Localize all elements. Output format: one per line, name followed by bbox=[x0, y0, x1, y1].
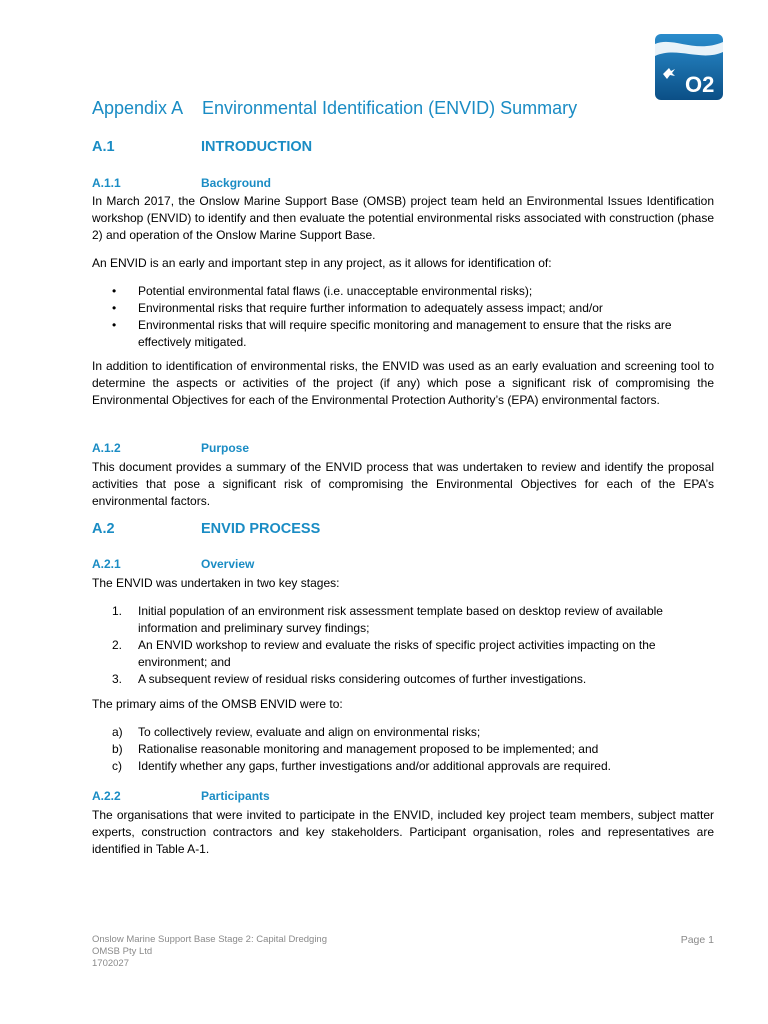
page-footer bbox=[92, 934, 327, 970]
appendix-title bbox=[92, 98, 577, 119]
aims-list bbox=[92, 724, 714, 775]
o2-logo bbox=[655, 34, 723, 100]
heading-label: Purpose bbox=[201, 441, 250, 455]
heading-a2-2 bbox=[92, 789, 392, 805]
list-marker: 3. bbox=[112, 672, 123, 686]
heading-label: ENVID PROCESS bbox=[201, 521, 321, 537]
list-item-text: To collectively review, evaluate and align on environmental risks; bbox=[138, 725, 481, 739]
heading-a2 bbox=[92, 521, 392, 541]
list-marker: 2. bbox=[112, 638, 123, 652]
heading-label: Participants bbox=[201, 789, 270, 803]
page-number: Page 1 bbox=[680, 934, 714, 946]
risk-bullet-list bbox=[92, 283, 714, 351]
list-item-text: Environmental risks that require further information to adequately assess impact; and/or bbox=[138, 301, 603, 315]
list-item-text: Rationalise reasonable monitoring and management proposed to be implemented; and bbox=[138, 742, 599, 756]
list-marker: b) bbox=[112, 742, 123, 756]
appendix-number: Appendix A bbox=[92, 98, 184, 118]
list-item-text: Potential environmental fatal flaws (i.e. unacceptable environmental risks); bbox=[138, 284, 533, 298]
heading-number: A.1.1 bbox=[92, 176, 121, 190]
footer-company: OMSB Pty Ltd bbox=[92, 946, 153, 957]
list-item-text: Initial population of an environment risk assessment template based on desktop review of available information and preliminary survey findings; bbox=[138, 604, 663, 635]
addition-paragraph: In addition to identification of environmental risks, the ENVID was used as an early evaluation and screening tool to determine the aspects or activities of the project (if any) which pose a significant risk of compromising the Environmental Objectives for each of the Environmental Protection Authority’s (EPA) environmental factors. bbox=[92, 359, 714, 407]
heading-a1-2 bbox=[92, 441, 392, 457]
heading-label: INTRODUCTION bbox=[201, 139, 313, 155]
list-marker: 1. bbox=[112, 604, 123, 618]
heading-number: A.2 bbox=[92, 521, 115, 537]
list-item bbox=[92, 671, 714, 688]
list-item bbox=[92, 758, 714, 775]
heading-a2-1 bbox=[92, 557, 392, 573]
list-item bbox=[92, 637, 714, 671]
list-item bbox=[92, 724, 714, 741]
list-item bbox=[92, 283, 714, 300]
purpose-paragraph: This document provides a summary of the ENVID process that was undertaken to review and identify the proposal activities that pose a significant risk of compromising the Environmental Objectives for each of the EPA’s environmental factors. bbox=[92, 460, 714, 508]
list-item bbox=[92, 603, 714, 637]
list-item-text: Identify whether any gaps, further investigations and/or additional approvals are required. bbox=[138, 759, 611, 773]
logo-text: O2 bbox=[685, 72, 715, 97]
heading-a1-1 bbox=[92, 176, 392, 192]
list-marker: a) bbox=[112, 725, 123, 739]
heading-a1 bbox=[92, 139, 392, 159]
participants-paragraph: The organisations that were invited to participate in the ENVID, included key project team members, subject matter experts, construction contractors and key stakeholders. Participant organisation, roles and representatives are identified in Table A-1. bbox=[92, 808, 714, 856]
background-paragraph: In March 2017, the Onslow Marine Support Base (OMSB) project team held an Environmental Issues Identification workshop (ENVID) to identify and then evaluate the potential environmental risks associated with construction (phase 2) and operation of the Onslow Marine Support Base. bbox=[92, 194, 714, 242]
list-marker: c) bbox=[112, 759, 122, 773]
heading-label: Overview bbox=[201, 557, 255, 571]
heading-number: A.1.2 bbox=[92, 441, 121, 455]
list-item bbox=[92, 741, 714, 758]
heading-number: A.2.1 bbox=[92, 557, 121, 571]
bullet-icon: • bbox=[112, 318, 117, 332]
appendix-title-text: Environmental Identification (ENVID) Summary bbox=[202, 98, 578, 118]
list-item-text: An ENVID workshop to review and evaluate the risks of specific project activities impacting on the environment; and bbox=[138, 638, 656, 669]
heading-label: Background bbox=[201, 176, 272, 190]
list-item bbox=[92, 317, 714, 351]
footer-reference: 1702027 bbox=[92, 958, 129, 969]
aims-intro-paragraph: The primary aims of the OMSB ENVID were to: bbox=[92, 697, 343, 711]
bullet-icon: • bbox=[112, 301, 117, 315]
o2-logo-graphic bbox=[655, 34, 723, 100]
envid-intro-paragraph: An ENVID is an early and important step in any project, as it allows for identification of: bbox=[92, 256, 552, 270]
heading-number: A.1 bbox=[92, 139, 115, 155]
list-item-text: Environmental risks that will require specific monitoring and management to ensure that the risks are effectively mitigated. bbox=[138, 318, 672, 349]
list-item bbox=[92, 300, 714, 317]
heading-number: A.2.2 bbox=[92, 789, 121, 803]
stages-intro-paragraph: The ENVID was undertaken in two key stages: bbox=[92, 576, 340, 590]
footer-project: Onslow Marine Support Base Stage 2: Capital Dredging bbox=[92, 934, 327, 945]
stages-list bbox=[92, 603, 714, 688]
bullet-icon: • bbox=[112, 284, 117, 298]
list-item-text: A subsequent review of residual risks considering outcomes of further investigations. bbox=[138, 672, 587, 686]
